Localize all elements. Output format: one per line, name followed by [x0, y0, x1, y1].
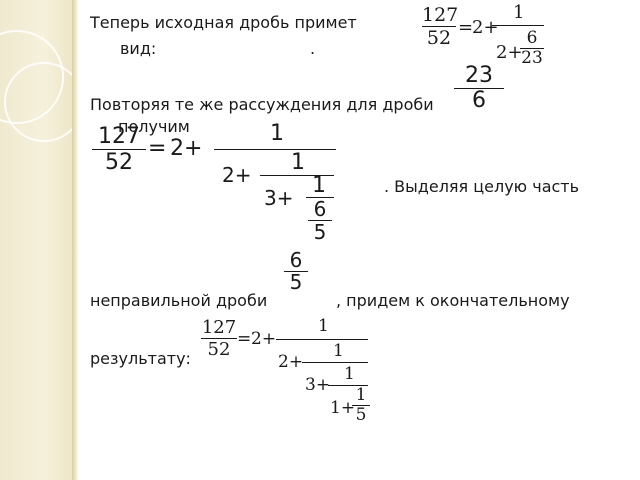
- numerator: 127: [201, 317, 237, 338]
- integer-part: 1+: [330, 398, 356, 418]
- integer-part: 2+: [251, 329, 277, 349]
- integer-part: 2+: [496, 42, 523, 63]
- fraction-bar: [276, 339, 368, 340]
- equals-sign: =: [237, 329, 252, 349]
- integer-part: 2+: [278, 352, 304, 372]
- nested-fraction: [308, 198, 332, 243]
- paragraph-1-line-2: вид:: [120, 39, 157, 58]
- equals-sign: =: [148, 136, 167, 161]
- paragraph-2-line-1: Повторяя те же рассуждения для дроби: [90, 95, 434, 114]
- paragraph-3-line-1-continued: , придем к окончательному: [336, 291, 570, 310]
- fraction-bar: [302, 362, 368, 363]
- numerator: 6: [313, 197, 327, 221]
- numerator: 1: [513, 2, 525, 23]
- denominator: 52: [426, 27, 452, 49]
- numerator: 6: [289, 248, 303, 272]
- numerator: 127: [98, 124, 140, 149]
- formula-3-lhs-fraction: [201, 317, 237, 360]
- denominator: 23: [521, 48, 543, 68]
- nested-fraction: [520, 29, 544, 68]
- denominator: 5: [289, 270, 303, 294]
- fraction-23-over-6: [454, 64, 504, 113]
- numerator: 1: [344, 364, 355, 384]
- denominator: 5: [355, 405, 367, 425]
- numerator: 1: [270, 121, 284, 146]
- integer-part: 2+: [222, 163, 252, 187]
- integer-part: 2+: [170, 136, 203, 161]
- paragraph-2-tail: . Выделяя целую часть: [384, 177, 580, 196]
- numerator: 1: [291, 150, 305, 175]
- decorative-sidebar: [0, 0, 72, 480]
- paragraph-1-line-1: Теперь исходная дробь примет: [90, 13, 357, 32]
- integer-part: 3+: [305, 375, 331, 395]
- nested-fraction: [352, 386, 370, 425]
- fraction-bar: [492, 25, 544, 26]
- paragraph-3-line-1: неправильной дроби: [90, 291, 268, 310]
- decorative-ring: [4, 62, 72, 142]
- paragraph-3-line-2: результату:: [90, 349, 191, 368]
- fraction-bar: [214, 149, 336, 150]
- denominator: 52: [105, 150, 133, 175]
- formula-2-lhs-fraction: [92, 124, 146, 175]
- denominator: 6: [472, 88, 486, 113]
- denominator: 5: [313, 220, 327, 244]
- numerator: 1: [318, 316, 329, 336]
- integer-part: 2+: [472, 17, 499, 38]
- numerator: 1: [312, 173, 326, 198]
- numerator: 23: [465, 63, 493, 88]
- paragraph-2-line-2: получим: [118, 117, 190, 136]
- integer-part: 3+: [264, 186, 294, 210]
- numerator: 127: [422, 4, 459, 26]
- paragraph-1-period: .: [310, 39, 316, 58]
- numerator: 1: [333, 341, 344, 361]
- sidebar-edge: [72, 0, 78, 480]
- numerator: 6: [526, 28, 538, 48]
- equals-sign: =: [458, 17, 474, 38]
- numerator: 1: [355, 385, 367, 405]
- formula-1-lhs-fraction: [422, 4, 459, 49]
- fraction-6-over-5: [284, 250, 308, 293]
- denominator: 52: [207, 339, 231, 360]
